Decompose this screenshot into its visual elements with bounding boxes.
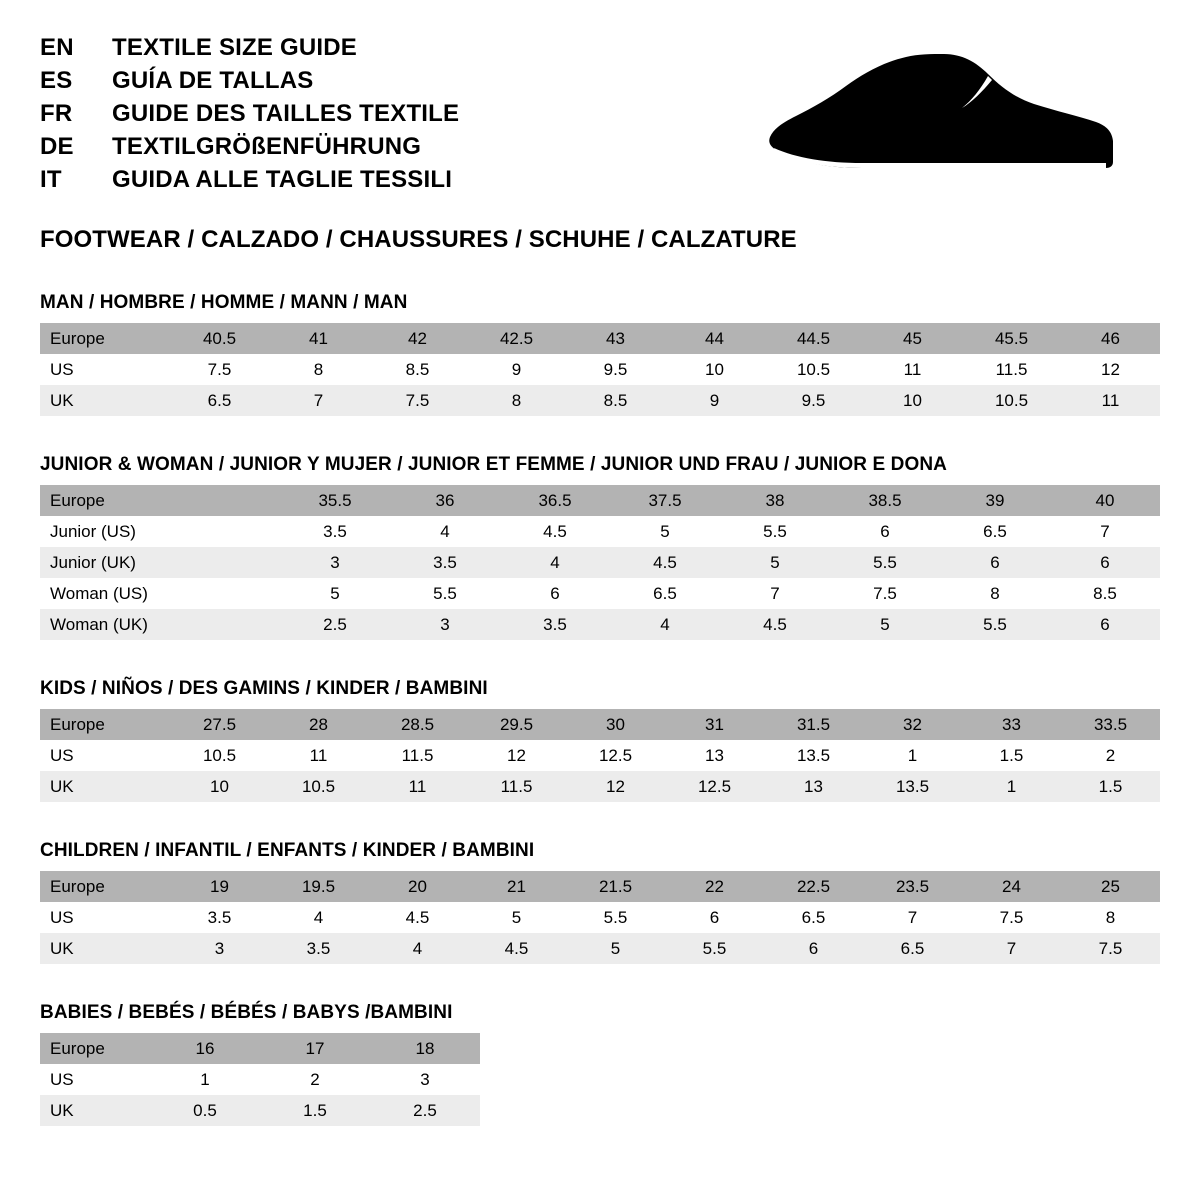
size-cell: 4.5 (500, 516, 610, 547)
size-cell: 9 (665, 385, 764, 416)
size-cell: 12 (1061, 354, 1160, 385)
size-cell: 9.5 (566, 354, 665, 385)
size-cell: 5.5 (566, 902, 665, 933)
language-title: TEXTILGRÖßENFÜHRUNG (112, 133, 422, 160)
size-cell: 2 (1061, 740, 1160, 771)
size-cell: 11.5 (962, 354, 1061, 385)
size-cell: 42 (368, 323, 467, 354)
size-cell: 1.5 (962, 740, 1061, 771)
size-cell: 3.5 (390, 547, 500, 578)
size-cell: 36 (390, 485, 500, 516)
table-row (40, 516, 1160, 547)
size-cell: 3.5 (280, 516, 390, 547)
table-header-row (40, 485, 1160, 516)
size-cell: 5 (720, 547, 830, 578)
size-section (40, 454, 1160, 640)
size-cell: 3.5 (269, 933, 368, 964)
row-label: UK (40, 385, 170, 416)
size-cell: 4.5 (610, 547, 720, 578)
row-label: US (40, 1064, 150, 1095)
size-section-title: MAN / HOMBRE / HOMME / MANN / MAN (40, 292, 408, 313)
size-section (40, 678, 1160, 802)
table-row (40, 740, 1160, 771)
size-cell: 35.5 (280, 485, 390, 516)
size-cell: 6 (940, 547, 1050, 578)
size-cell: 40.5 (170, 323, 269, 354)
size-cell: 1 (150, 1064, 260, 1095)
size-cell: 28.5 (368, 709, 467, 740)
size-cell: 7.5 (830, 578, 940, 609)
size-cell: 8 (467, 385, 566, 416)
size-cell: 40 (1050, 485, 1160, 516)
size-cell: 5.5 (390, 578, 500, 609)
size-cell: 22 (665, 871, 764, 902)
row-label: Europe (40, 1033, 150, 1064)
size-cell: 10.5 (170, 740, 269, 771)
language-code: IT (40, 166, 62, 193)
size-cell: 42.5 (467, 323, 566, 354)
size-cell: 33 (962, 709, 1061, 740)
language-row (40, 67, 459, 100)
language-title: TEXTILE SIZE GUIDE (112, 34, 357, 61)
size-cell (170, 485, 280, 516)
size-cell: 7 (1050, 516, 1160, 547)
size-cell: 45.5 (962, 323, 1061, 354)
language-title: GUÍA DE TALLAS (112, 67, 314, 94)
size-cell: 7.5 (1061, 933, 1160, 964)
size-cell: 12.5 (665, 771, 764, 802)
size-cell: 7 (720, 578, 830, 609)
size-table (40, 485, 1160, 640)
size-cell: 45 (863, 323, 962, 354)
size-tables-container (40, 292, 1160, 1126)
size-cell: 11 (269, 740, 368, 771)
size-cell: 7 (269, 385, 368, 416)
size-cell: 1.5 (1061, 771, 1160, 802)
size-cell: 44.5 (764, 323, 863, 354)
size-cell: 5.5 (830, 547, 940, 578)
size-cell: 6.5 (764, 902, 863, 933)
size-cell: 31 (665, 709, 764, 740)
size-section-title: CHILDREN / INFANTIL / ENFANTS / KINDER / BAMBINI (40, 840, 535, 861)
size-cell: 8 (940, 578, 1050, 609)
size-cell: 2 (260, 1064, 370, 1095)
size-cell: 31.5 (764, 709, 863, 740)
table-header-row (40, 709, 1160, 740)
size-cell: 7.5 (368, 385, 467, 416)
table-row (40, 1064, 480, 1095)
size-cell: 44 (665, 323, 764, 354)
size-cell (170, 578, 280, 609)
size-cell: 6 (1050, 609, 1160, 640)
table-header-row (40, 871, 1160, 902)
size-cell (170, 547, 280, 578)
size-table (40, 871, 1160, 964)
size-cell: 13.5 (764, 740, 863, 771)
size-cell: 7 (962, 933, 1061, 964)
size-cell: 5.5 (665, 933, 764, 964)
size-cell: 4 (269, 902, 368, 933)
table-row (40, 547, 1160, 578)
size-cell: 23.5 (863, 871, 962, 902)
row-label: Woman (UK) (40, 609, 170, 640)
size-cell: 11.5 (467, 771, 566, 802)
size-cell: 10 (170, 771, 269, 802)
size-cell: 1 (863, 740, 962, 771)
size-table (40, 1033, 480, 1126)
size-cell: 5 (830, 609, 940, 640)
size-cell: 5 (610, 516, 720, 547)
size-cell: 9 (467, 354, 566, 385)
size-cell: 3 (170, 933, 269, 964)
size-cell: 2.5 (280, 609, 390, 640)
size-cell: 4 (368, 933, 467, 964)
size-cell: 6.5 (863, 933, 962, 964)
language-title-list (40, 34, 459, 199)
language-title: GUIDA ALLE TAGLIE TESSILI (112, 166, 453, 193)
size-cell: 6.5 (940, 516, 1050, 547)
row-label: UK (40, 1095, 150, 1126)
size-cell: 6 (500, 578, 610, 609)
size-section (40, 292, 1160, 416)
size-cell: 6 (764, 933, 863, 964)
size-cell: 29.5 (467, 709, 566, 740)
size-cell: 8.5 (368, 354, 467, 385)
size-cell: 1.5 (260, 1095, 370, 1126)
language-title: GUIDE DES TAILLES TEXTILE (112, 100, 460, 127)
category-line: FOOTWEAR / CALZADO / CHAUSSURES / SCHUHE / CALZATURE (40, 226, 797, 253)
size-cell: 11 (368, 771, 467, 802)
size-cell: 3 (390, 609, 500, 640)
size-cell: 3 (280, 547, 390, 578)
size-cell: 5.5 (720, 516, 830, 547)
size-cell: 4 (500, 547, 610, 578)
size-cell: 38 (720, 485, 830, 516)
size-cell: 7.5 (962, 902, 1061, 933)
language-code: DE (40, 133, 74, 160)
language-code: FR (40, 100, 73, 127)
size-cell (170, 516, 280, 547)
size-cell: 19.5 (269, 871, 368, 902)
table-row (40, 771, 1160, 802)
size-cell: 19 (170, 871, 269, 902)
row-label: Europe (40, 323, 170, 354)
size-cell: 46 (1061, 323, 1160, 354)
size-cell: 27.5 (170, 709, 269, 740)
size-cell: 38.5 (830, 485, 940, 516)
size-cell: 4.5 (720, 609, 830, 640)
size-cell: 1 (962, 771, 1061, 802)
row-label: Europe (40, 485, 170, 516)
size-section (40, 1002, 1160, 1126)
size-cell: 24 (962, 871, 1061, 902)
size-cell: 5 (467, 902, 566, 933)
size-cell: 4 (610, 609, 720, 640)
size-cell: 11 (863, 354, 962, 385)
size-cell: 20 (368, 871, 467, 902)
row-label: Junior (UK) (40, 547, 170, 578)
size-cell: 33.5 (1061, 709, 1160, 740)
size-cell: 12.5 (566, 740, 665, 771)
row-label: UK (40, 771, 170, 802)
size-cell: 25 (1061, 871, 1160, 902)
size-cell: 5 (280, 578, 390, 609)
size-cell: 6.5 (610, 578, 720, 609)
size-cell: 3.5 (170, 902, 269, 933)
size-cell: 13 (665, 740, 764, 771)
table-row (40, 385, 1160, 416)
table-row (40, 902, 1160, 933)
size-cell: 8 (1061, 902, 1160, 933)
size-cell: 4.5 (467, 933, 566, 964)
language-row (40, 100, 459, 133)
size-cell: 21 (467, 871, 566, 902)
size-cell: 22.5 (764, 871, 863, 902)
size-cell: 12 (467, 740, 566, 771)
size-cell: 9.5 (764, 385, 863, 416)
language-row (40, 166, 459, 199)
table-row (40, 933, 1160, 964)
size-cell: 4.5 (368, 902, 467, 933)
size-cell: 32 (863, 709, 962, 740)
row-label: Woman (US) (40, 578, 170, 609)
size-cell: 6.5 (170, 385, 269, 416)
size-cell: 2.5 (370, 1095, 480, 1126)
size-table (40, 323, 1160, 416)
table-row (40, 578, 1160, 609)
row-label: US (40, 902, 170, 933)
size-cell: 5.5 (940, 609, 1050, 640)
size-cell: 3 (370, 1064, 480, 1095)
language-code: ES (40, 67, 73, 94)
row-label: Junior (US) (40, 516, 170, 547)
row-label: Europe (40, 709, 170, 740)
size-cell: 11 (1061, 385, 1160, 416)
size-cell: 8.5 (566, 385, 665, 416)
size-section (40, 840, 1160, 964)
table-row (40, 1095, 480, 1126)
size-cell: 18 (370, 1033, 480, 1064)
size-cell: 8.5 (1050, 578, 1160, 609)
size-section-title: BABIES / BEBÉS / BÉBÉS / BABYS /BAMBINI (40, 1002, 453, 1023)
size-cell: 37.5 (610, 485, 720, 516)
size-cell: 16 (150, 1033, 260, 1064)
size-cell: 5 (566, 933, 665, 964)
size-cell: 7.5 (170, 354, 269, 385)
size-cell: 6 (830, 516, 940, 547)
size-section-title: JUNIOR & WOMAN / JUNIOR Y MUJER / JUNIOR ET FEMME / JUNIOR UND FRAU / JUNIOR E DONA (40, 454, 948, 475)
size-table (40, 709, 1160, 802)
size-cell: 17 (260, 1033, 370, 1064)
size-cell: 0.5 (150, 1095, 260, 1126)
size-cell: 10 (863, 385, 962, 416)
row-label: Europe (40, 871, 170, 902)
size-cell: 7 (863, 902, 962, 933)
size-cell: 4 (390, 516, 500, 547)
size-cell: 28 (269, 709, 368, 740)
size-cell: 41 (269, 323, 368, 354)
size-section-title: KIDS / NIÑOS / DES GAMINS / KINDER / BAMBINI (40, 678, 488, 699)
size-cell: 11.5 (368, 740, 467, 771)
size-cell: 6 (1050, 547, 1160, 578)
size-cell: 30 (566, 709, 665, 740)
size-cell: 8 (269, 354, 368, 385)
row-label: US (40, 740, 170, 771)
size-cell: 43 (566, 323, 665, 354)
size-cell: 13.5 (863, 771, 962, 802)
page-header (40, 34, 1160, 199)
size-cell: 36.5 (500, 485, 610, 516)
size-cell: 10 (665, 354, 764, 385)
table-header-row (40, 323, 1160, 354)
size-cell: 6 (665, 902, 764, 933)
size-cell: 39 (940, 485, 1050, 516)
language-row (40, 133, 459, 166)
size-cell: 21.5 (566, 871, 665, 902)
table-header-row (40, 1033, 480, 1064)
size-cell: 10.5 (764, 354, 863, 385)
size-cell: 10.5 (962, 385, 1061, 416)
size-cell: 12 (566, 771, 665, 802)
table-row (40, 609, 1160, 640)
language-code: EN (40, 34, 74, 61)
row-label: US (40, 354, 170, 385)
row-label: UK (40, 933, 170, 964)
size-cell: 3.5 (500, 609, 610, 640)
table-row (40, 354, 1160, 385)
size-cell: 10.5 (269, 771, 368, 802)
language-row (40, 34, 459, 67)
dress-shoe-icon (766, 50, 1116, 185)
size-cell: 13 (764, 771, 863, 802)
size-cell (170, 609, 280, 640)
